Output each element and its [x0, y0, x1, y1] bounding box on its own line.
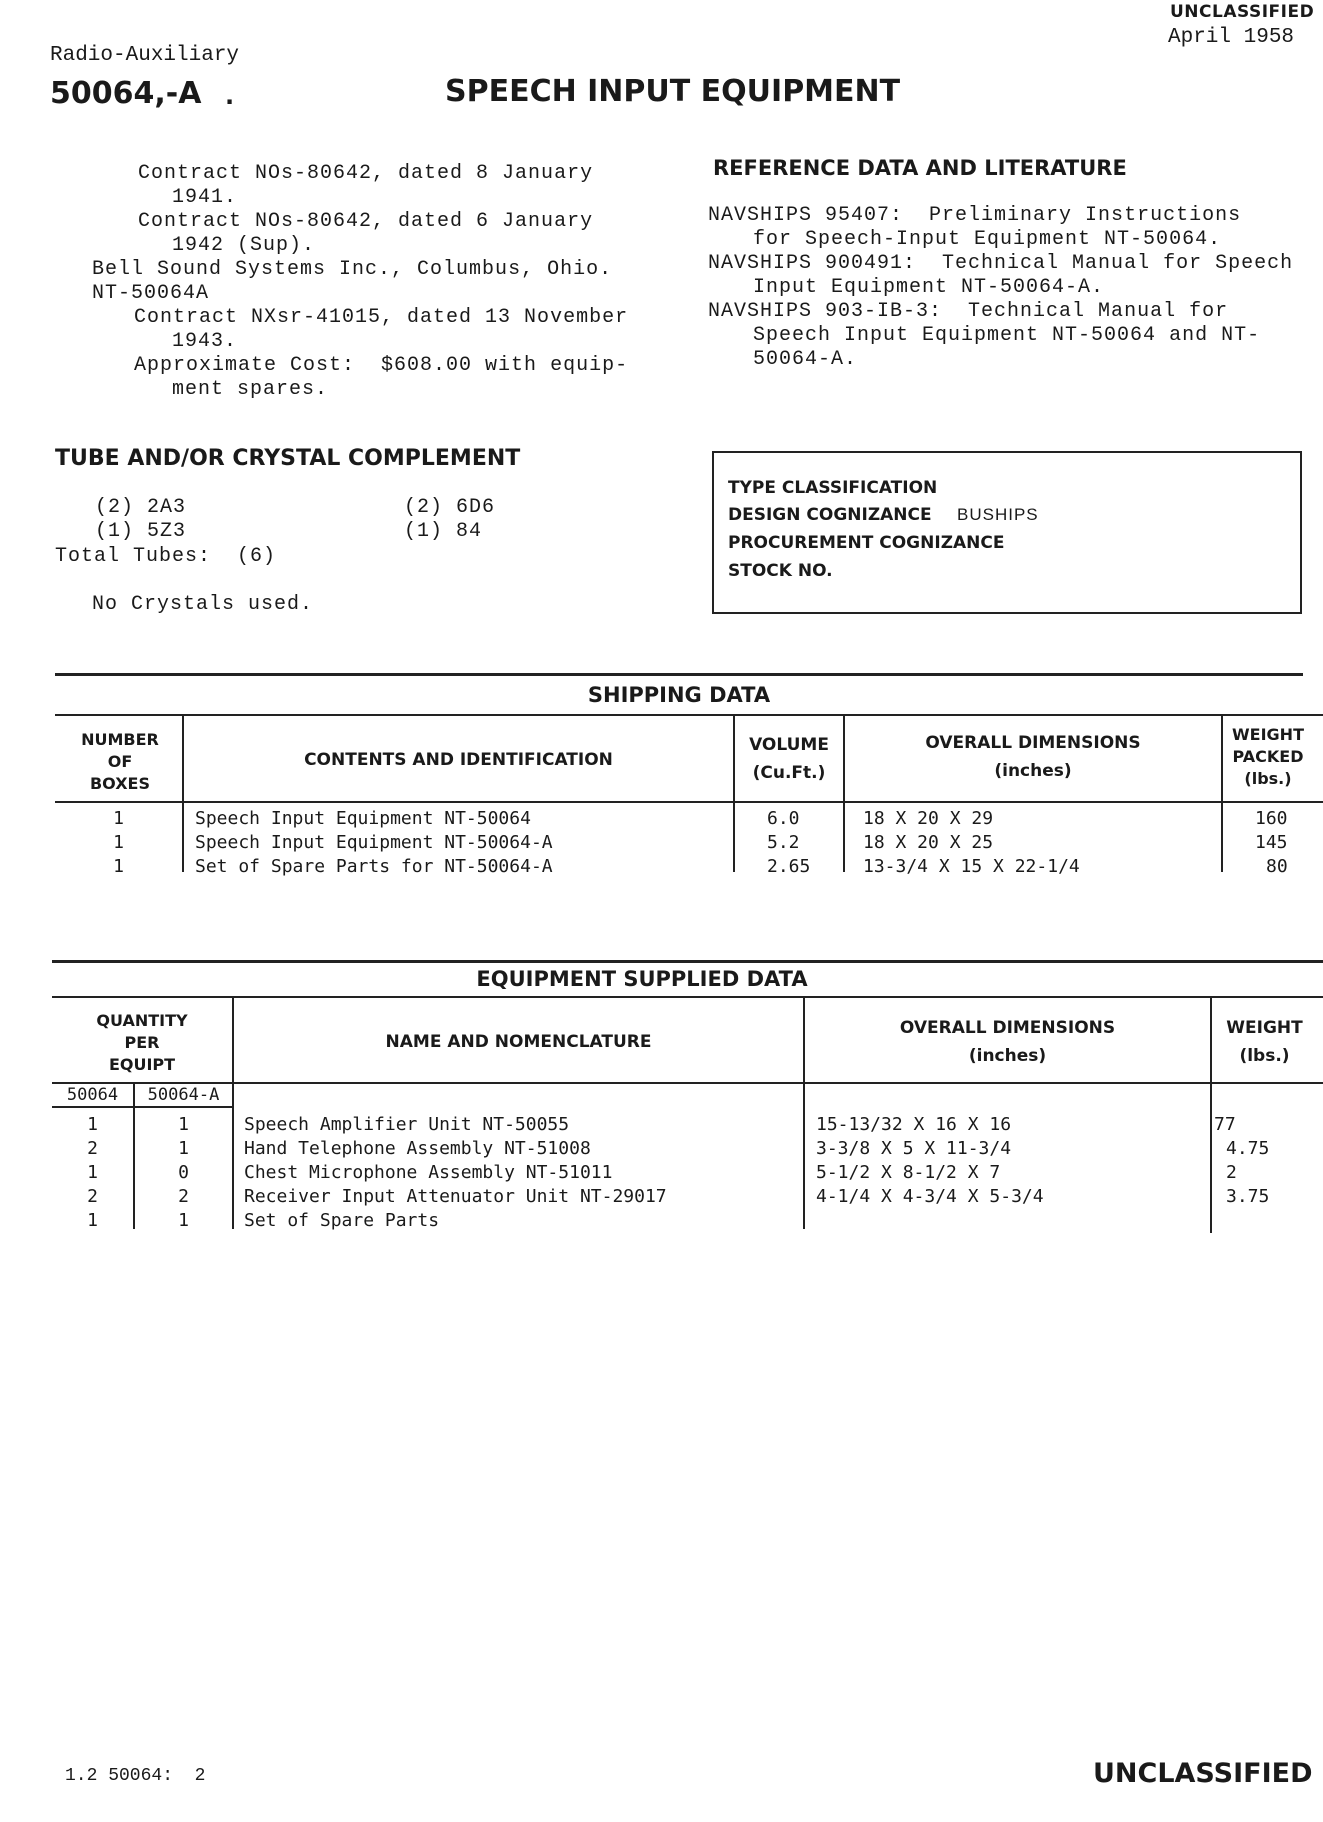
shipping-weight: 80 — [1266, 856, 1288, 877]
equipment-col-weight — [1212, 1014, 1317, 1070]
equipment-header-rule — [52, 996, 1323, 998]
table-row — [55, 855, 1323, 879]
equipment-name: Speech Amplifier Unit NT-50055 — [244, 1114, 570, 1135]
shipping-weight: 160 — [1255, 808, 1288, 829]
model-number: 50064,-A — [50, 76, 202, 111]
classification-bottom: UNCLASSIFIED — [1093, 1758, 1313, 1789]
shipping-volume: 2.65 — [767, 856, 811, 877]
shipping-contents: Set of Spare Parts for NT-50064-A — [195, 856, 553, 877]
table-row — [52, 1113, 1323, 1137]
col-header-line: OF — [107, 752, 133, 771]
reference-line: for Speech-Input Equipment NT-50064. — [753, 228, 1222, 251]
shipping-rows — [55, 807, 1323, 879]
shipping-weight: 145 — [1255, 832, 1288, 853]
cost-line: Approximate Cost: $608.00 with equip- — [134, 354, 629, 377]
shipping-col-contents: CONTENTS AND IDENTIFICATION — [304, 750, 613, 770]
reference-block — [708, 204, 1308, 372]
col-header-line: (inches) — [968, 1046, 1047, 1066]
col-header-line: (inches) — [994, 761, 1072, 781]
contract-line: Contract NOs-80642, dated 8 January — [138, 162, 594, 185]
col-header-line: NUMBER — [81, 730, 159, 749]
col-header-line: OVERALL DIMENSIONS — [899, 1018, 1116, 1038]
type-classification-label: TYPE CLASSIFICATION — [728, 478, 938, 498]
qty-50064: 1 — [87, 1114, 98, 1135]
shipping-header-rule — [55, 714, 1323, 716]
shipping-title: SHIPPING DATA — [587, 683, 771, 707]
shipping-contents: Speech Input Equipment NT-50064 — [195, 808, 531, 829]
equipment-sub-50064a: 50064-A — [147, 1085, 220, 1105]
col-header-line: EQUIPT — [108, 1055, 176, 1074]
contract-line: 1941. — [172, 186, 238, 209]
col-header-line: WEIGHT — [1232, 725, 1304, 744]
shipping-col-weight — [1223, 724, 1313, 790]
equipment-subheader-rule — [52, 1082, 1323, 1084]
qty-50064: 1 — [87, 1210, 98, 1231]
equipment-dims: 3-3/8 X 5 X 11-3/4 — [816, 1138, 1012, 1159]
equipment-rows — [52, 1113, 1323, 1233]
qty-50064: 2 — [87, 1186, 98, 1207]
equipment-dims: 5-1/2 X 8-1/2 X 7 — [816, 1162, 1001, 1183]
document-date: April 1958 — [1168, 26, 1295, 49]
reference-line: Speech Input Equipment NT-50064 and NT- — [753, 324, 1261, 347]
shipping-top-rule — [55, 673, 1303, 676]
qty-50064: 2 — [87, 1138, 98, 1159]
shipping-col-dims — [845, 729, 1221, 785]
tube-heading: TUBE AND/OR CRYSTAL COMPLEMENT — [55, 446, 521, 471]
table-row — [52, 1185, 1323, 1209]
table-row — [55, 807, 1323, 831]
tube-item: (1) 84 — [404, 520, 483, 543]
reference-line: NAVSHIPS 95407: Preliminary Instructions — [708, 204, 1242, 227]
contractor-line: Bell Sound Systems Inc., Columbus, Ohio. — [92, 258, 613, 281]
equipment-col-qty — [52, 1010, 232, 1076]
shipping-boxes: 1 — [113, 808, 124, 829]
classification-top: UNCLASSIFIED — [1170, 2, 1315, 22]
contract-line: Contract NOs-80642, dated 6 January — [138, 210, 594, 233]
col-header-line: PER — [124, 1033, 160, 1052]
table-row — [52, 1209, 1323, 1233]
cost-line: ment spares. — [172, 378, 329, 401]
equipment-title: EQUIPMENT SUPPLIED DATA — [476, 967, 808, 991]
qty-50064: 1 — [87, 1162, 98, 1183]
equipment-top-rule — [52, 960, 1323, 963]
design-cognizance-label: DESIGN COGNIZANCE — [728, 505, 932, 525]
contractor-line: NT-50064A — [92, 282, 210, 305]
equipment-weight: 3.75 — [1226, 1186, 1270, 1207]
col-header-line: PACKED — [1232, 747, 1304, 766]
col-header-line: (lbs.) — [1239, 1046, 1290, 1066]
equipment-name: Chest Microphone Assembly NT-51011 — [244, 1162, 613, 1183]
equipment-dims: 15-13/32 X 16 X 16 — [816, 1114, 1012, 1135]
reference-line: NAVSHIPS 903-IB-3: Technical Manual for — [708, 300, 1229, 323]
shipping-volume: 5.2 — [767, 832, 800, 853]
col-header-line: QUANTITY — [96, 1011, 188, 1030]
shipping-header-bottom — [55, 801, 1323, 803]
tube-item: (2) 2A3 — [95, 496, 187, 519]
page-reference: 1.2 50064: 2 — [65, 1766, 206, 1786]
col-header-line: VOLUME — [749, 735, 829, 755]
col-header-line: BOXES — [89, 774, 150, 793]
procurement-cognizance-label: PROCUREMENT COGNIZANCE — [728, 533, 1005, 553]
equipment-name: Hand Telephone Assembly NT-51008 — [244, 1138, 591, 1159]
shipping-dims: 18 X 20 X 25 — [863, 832, 994, 853]
shipping-col-volume — [735, 731, 843, 787]
shipping-dims: 13-3/4 X 15 X 22-1/4 — [863, 856, 1080, 877]
equipment-weight: 77 — [1214, 1114, 1236, 1135]
reference-heading: REFERENCE DATA AND LITERATURE — [713, 156, 1127, 180]
model-dot: . — [225, 82, 235, 110]
equipment-weight: 4.75 — [1226, 1138, 1270, 1159]
tube-item: (1) 5Z3 — [95, 520, 187, 543]
col-header-line: (Cu.Ft.) — [752, 763, 826, 783]
shipping-boxes: 1 — [113, 856, 124, 877]
reference-line: Input Equipment NT-50064-A. — [753, 276, 1105, 299]
stock-number-label: STOCK NO. — [728, 561, 833, 581]
contracts-block — [90, 162, 650, 402]
contract-line: 1943. — [172, 330, 238, 353]
shipping-boxes: 1 — [113, 832, 124, 853]
equipment-dims: 4-1/4 X 4-3/4 X 5-3/4 — [816, 1186, 1044, 1207]
page-title: SPEECH INPUT EQUIPMENT — [445, 74, 901, 109]
shipping-contents: Speech Input Equipment NT-50064-A — [195, 832, 553, 853]
reference-line: 50064-A. — [753, 348, 858, 371]
qty-50064a: 1 — [178, 1210, 189, 1231]
table-row — [52, 1137, 1323, 1161]
shipping-dims: 18 X 20 X 29 — [863, 808, 994, 829]
qty-50064a: 1 — [178, 1138, 189, 1159]
contract-line: 1942 (Sup). — [172, 234, 316, 257]
equipment-sub-50064: 50064 — [66, 1085, 119, 1105]
crystals-note: No Crystals used. — [92, 593, 314, 616]
shipping-volume: 6.0 — [767, 808, 800, 829]
equipment-col-name: NAME AND NOMENCLATURE — [385, 1032, 652, 1052]
classification-box — [712, 451, 1302, 614]
col-header-line: WEIGHT — [1226, 1018, 1303, 1038]
equipment-name: Receiver Input Attenuator Unit NT-29017 — [244, 1186, 667, 1207]
equipment-weight: 2 — [1226, 1162, 1237, 1183]
equipment-name: Set of Spare Parts — [244, 1210, 440, 1231]
qty-50064a: 2 — [178, 1186, 189, 1207]
shipping-col-boxes — [58, 729, 182, 795]
category-label: Radio-Auxiliary — [50, 44, 240, 67]
reference-line: NAVSHIPS 900491: Technical Manual for Speech — [708, 252, 1294, 275]
qty-50064a: 1 — [178, 1114, 189, 1135]
qty-50064a: 0 — [178, 1162, 189, 1183]
total-tubes: Total Tubes: (6) — [55, 545, 277, 568]
col-header-line: (lbs.) — [1244, 769, 1292, 788]
col-header-line: OVERALL DIMENSIONS — [925, 733, 1141, 753]
table-row — [52, 1161, 1323, 1185]
equipment-col-dims — [805, 1014, 1210, 1070]
design-cognizance-value: BUSHIPS — [957, 505, 1039, 524]
table-row — [55, 831, 1323, 855]
contract-line: Contract NXsr-41015, dated 13 November — [134, 306, 629, 329]
tube-item: (2) 6D6 — [404, 496, 496, 519]
